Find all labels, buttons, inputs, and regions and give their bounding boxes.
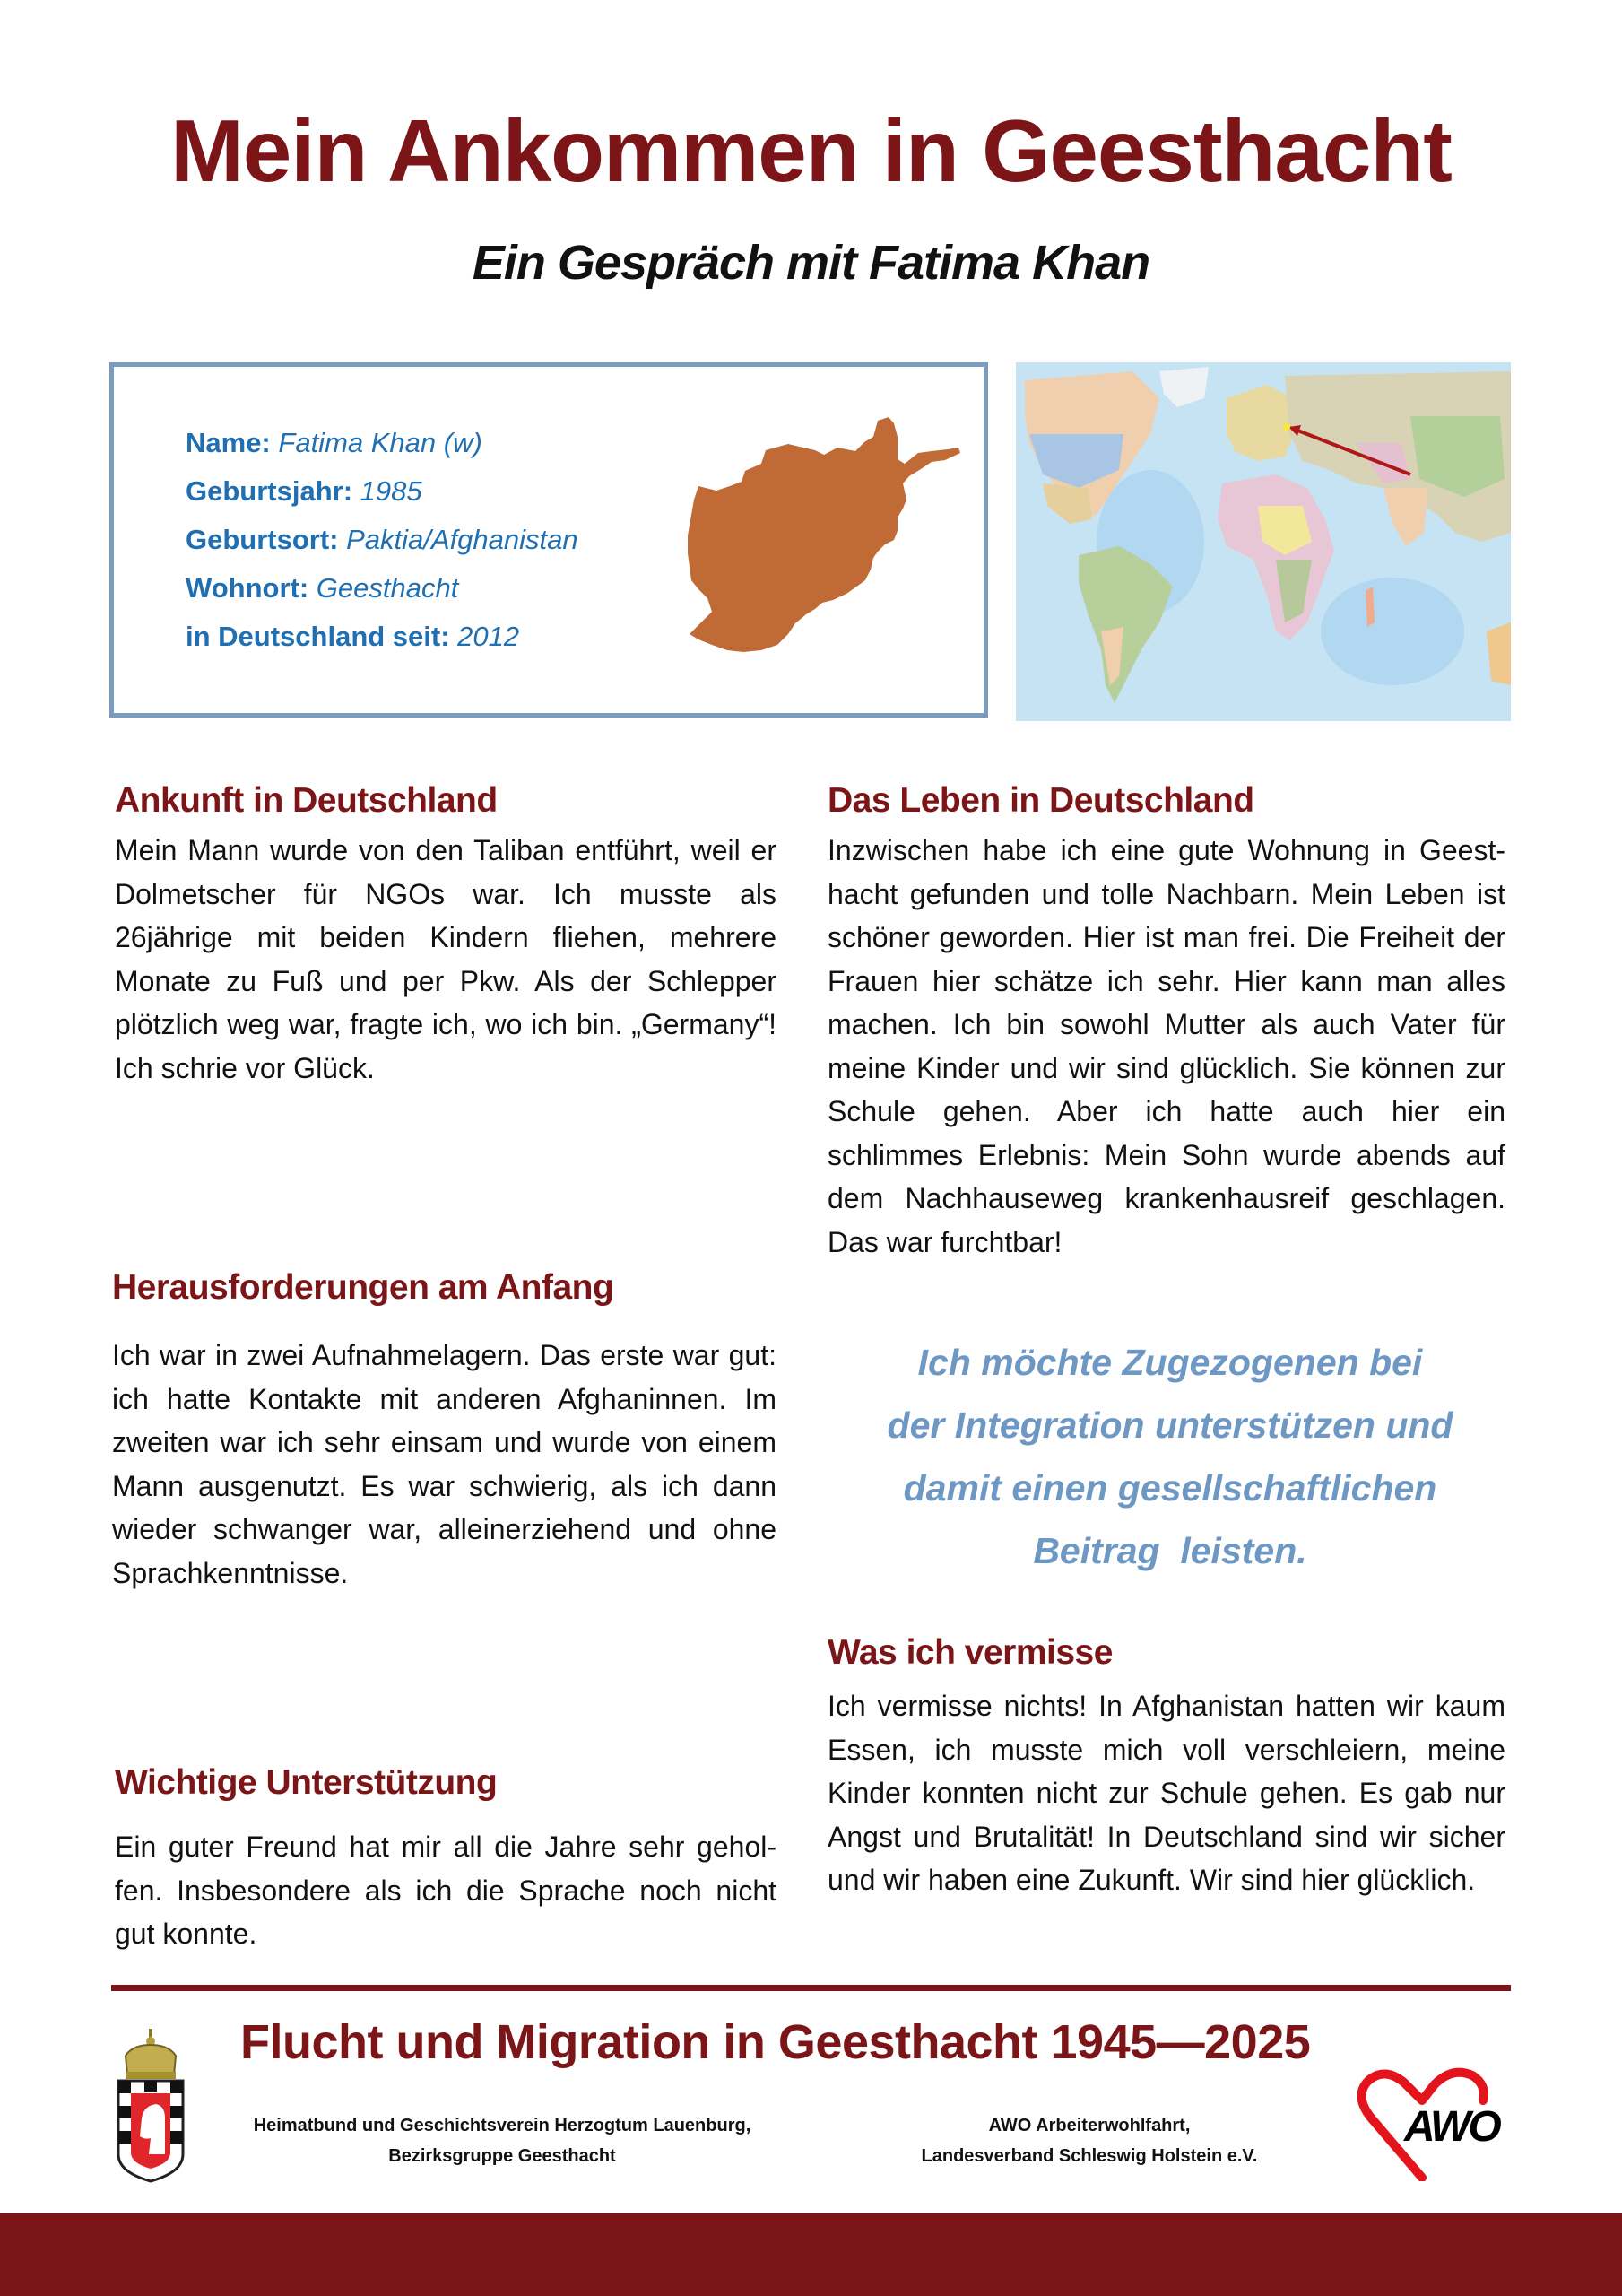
section-heading: Das Leben in Deutschland bbox=[828, 781, 1254, 820]
profile-value: Geesthacht bbox=[316, 572, 459, 604]
quote-line: der Integration unterstützen und bbox=[887, 1405, 1453, 1446]
footer-divider bbox=[111, 1985, 1511, 1991]
footer-title: Flucht und Migration in Geesthacht 1945—2025 bbox=[240, 2015, 1311, 2069]
profile-label: Geburtsort: bbox=[186, 524, 339, 555]
quote-line: damit einen gesellschaftlichen bbox=[903, 1467, 1437, 1509]
section-text: Ich vermisse nichts! In Afghanistan hatten wir kaum Essen, ich musste mich voll verschleiern, meine Kinder konnten nicht zur Schule gehen. Es gab nur Angst und Brutalität! In Deutschland sind wir sicher und wir haben eine Zukunft. Wir sind hier glücklich. bbox=[828, 1690, 1505, 1896]
section-text: Mein Mann wurde von den Taliban entführt, weil er Dolmetscher für NGOs war. Ich musste als 26jährige mit beiden Kindern fliehen, mehrere Monate zu Fuß und per Pkw. Als der Schlepper plötzlich weg war, fragte ich, wo ich bin. „Germany“! Ich schrie vor Glück. bbox=[115, 834, 776, 1084]
profile-row-residence bbox=[186, 564, 578, 613]
profile-label: Geburtsjahr: bbox=[186, 475, 353, 507]
section-leben bbox=[828, 778, 1505, 1264]
profile-row-name bbox=[186, 419, 578, 467]
bottom-bar bbox=[0, 2213, 1622, 2296]
profile-row-since bbox=[186, 613, 578, 661]
profile-value: Fatima Khan (w) bbox=[278, 427, 482, 458]
org-left-line1: Heimatbund und Geschichtsverein Herzogtum Lauenburg, bbox=[253, 2116, 751, 2135]
profile-label: Name: bbox=[186, 427, 271, 458]
quote-line: Ich möchte Zugezogenen bei bbox=[917, 1342, 1423, 1383]
profile-value: Paktia/Afghanistan bbox=[346, 524, 578, 555]
section-heading: Ankunft in Deutschland bbox=[115, 781, 498, 820]
page-subtitle: Ein Gespräch mit Fatima Khan bbox=[472, 236, 1150, 290]
section-text: Inzwischen habe ich eine gute Wohnung in Geesthacht gefunden und tolle Nachbarn. Mein Leben ist schöner geworden. Hier ist man frei. Die Freiheit der Frauen hier schätze ich sehr. Hier kann man alles machen. Ich bin sowohl Mutter als auch Vater für meine Kinder und wir sind glücklich. Sie können zur Schule gehen. Aber ich hatte auch hier ein schlimmes Erlebnis: Mein Sohn wurde abends auf dem Nachhauseweg krankenhausreif geschlagen. Das war furchtbar! bbox=[828, 834, 1505, 1258]
profile-label: Wohnort: bbox=[186, 572, 309, 604]
section-ankunft bbox=[115, 778, 776, 1090]
section-heading: Herausforderungen am Anfang bbox=[112, 1268, 614, 1307]
org-right-line2: Landesverband Schleswig Holstein e.V. bbox=[921, 2146, 1258, 2166]
world-map bbox=[1016, 362, 1511, 721]
awo-logo-text: AWO bbox=[1404, 2103, 1499, 2151]
org-right bbox=[897, 2110, 1282, 2171]
profile-box bbox=[109, 362, 988, 718]
section-heading: Was ich vermisse bbox=[828, 1633, 1113, 1672]
profile-label: in Deutschland seit: bbox=[186, 621, 450, 652]
profile-row-birthyear bbox=[186, 467, 578, 516]
world-map-image bbox=[1016, 362, 1511, 721]
quote-line: Beitrag leisten. bbox=[1033, 1530, 1307, 1571]
section-text: Ein guter Freund hat mir all die Jahre sehr geholfen. Insbesondere als ich die Sprache noch nicht gut konnte. bbox=[115, 1831, 776, 1950]
page-title: Mein Ankommen in Geesthacht bbox=[170, 101, 1452, 200]
profile-value: 2012 bbox=[457, 621, 520, 652]
coat-of-arms-icon bbox=[115, 2029, 186, 2183]
quote-block bbox=[843, 1331, 1497, 1582]
org-right-line1: AWO Arbeiterwohlfahrt, bbox=[988, 2116, 1191, 2135]
section-herausforderungen bbox=[112, 1265, 776, 1595]
afghanistan-map-icon bbox=[663, 410, 976, 661]
section-unterstuetzung bbox=[115, 1761, 776, 1956]
section-heading: Wichtige Unterstützung bbox=[115, 1763, 498, 1802]
section-vermisse bbox=[828, 1631, 1505, 1902]
profile-value: 1985 bbox=[360, 475, 422, 507]
awo-logo bbox=[1352, 2063, 1514, 2181]
profile-row-birthplace bbox=[186, 516, 578, 564]
org-left bbox=[224, 2110, 780, 2171]
org-left-line2: Bezirksgruppe Geesthacht bbox=[388, 2146, 616, 2166]
section-text: Ich war in zwei Aufnahmelagern. Das erste war gut: ich hatte Kontakte mit anderen Afghaninnen. Im zweiten war ich sehr einsam und wurde von einem Mann ausgenutzt. Es war schwierig, als ich dann wieder schwanger war, alleinerziehend und ohne Sprachkenntnisse. bbox=[112, 1339, 776, 1589]
profile-list bbox=[186, 419, 578, 661]
